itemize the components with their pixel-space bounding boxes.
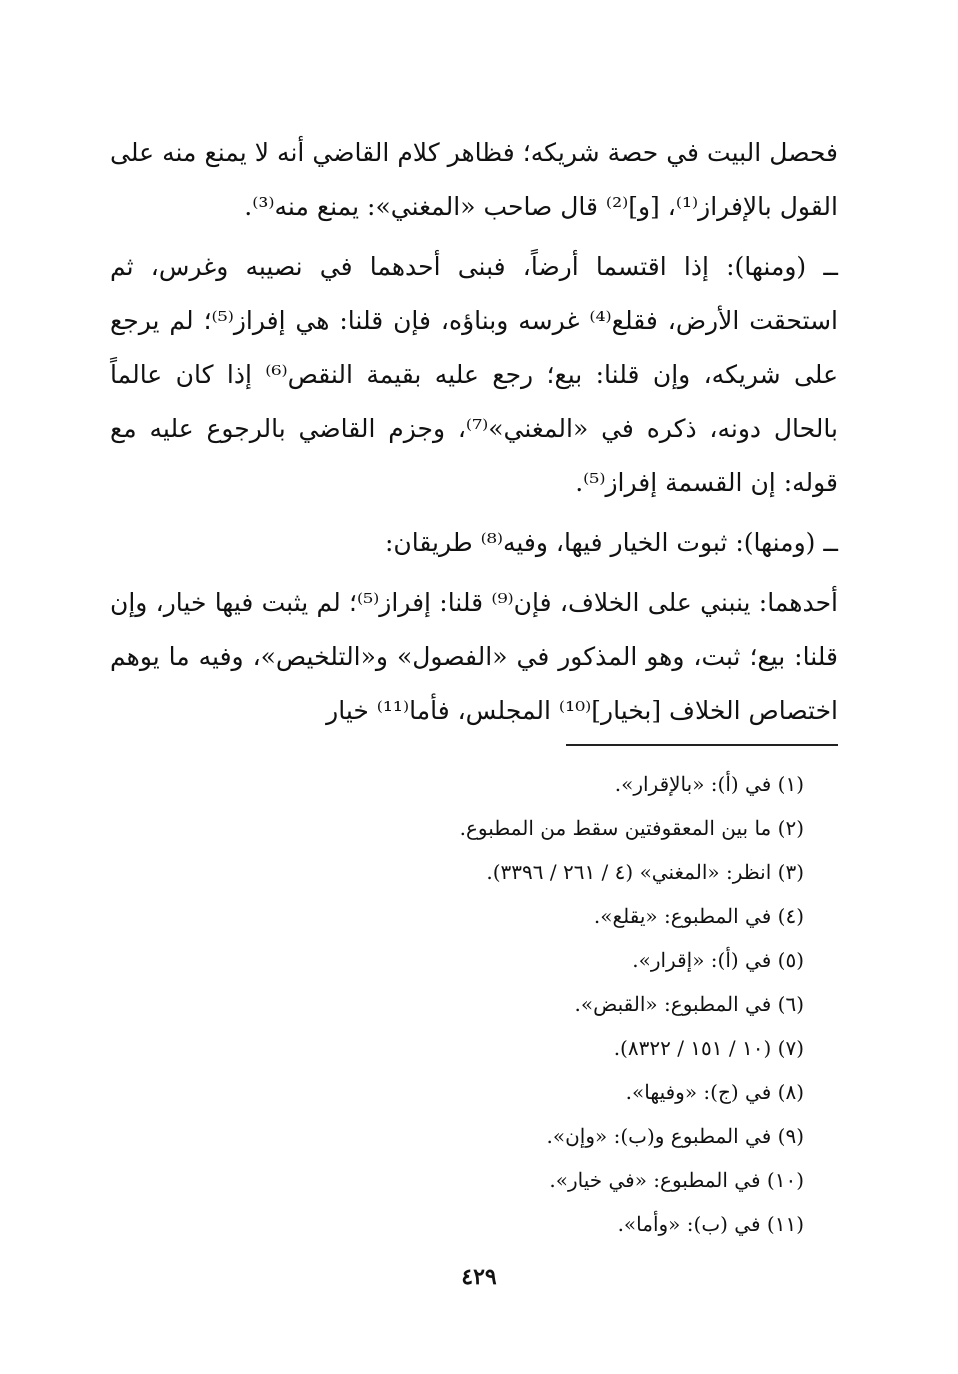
footnote-item: (١١) في (ب): «وأما». [617, 1212, 804, 1236]
footnote-item: (٨) في (ج): «وفيها». [625, 1080, 804, 1104]
footnotes-list [200, 762, 804, 1246]
footnote-item: (٥) في (أ): «إقرار». [632, 948, 804, 972]
footnote-item: (٧) (١٠ / ١٥١ / ٨٣٢٢). [613, 1036, 804, 1060]
paragraph-4: أحدهما: ينبني على الخلاف، فإن⁽⁹⁾ قلنا: إفراز⁽⁵⁾؛ لم يثبت فيها خيار، وإن قلنا: بيع؛ ثبت، وهو المذكور في «الفصول» و«التلخيص»، وفيه ما يوهم اختصاص الخلاف [بخيار]⁽¹⁰⁾ المجلس، فأما⁽¹¹⁾ خيار [110, 588, 838, 725]
page-number: ٤٢٩ [461, 1264, 497, 1290]
footnote-separator [566, 744, 838, 746]
footnote-item: (٩) في المطبوع و(ب): «وإن». [546, 1124, 804, 1148]
footnote-item: (١٠) في المطبوع: «في خيار». [549, 1168, 804, 1192]
paragraph-1: فحصل البيت في حصة شريكه؛ فظاهر كلام القاضي أنه لا يمنع منه على القول بالإفراز⁽¹⁾، [و]⁽²⁾ قال صاحب «المغني»: يمنع منه⁽³⁾. [110, 138, 838, 221]
paragraph-3: ــ (ومنها): ثبوت الخيار فيها، وفيه⁽⁸⁾ طريقان: [385, 528, 838, 557]
main-text-block [110, 126, 838, 738]
footnote-item: (٢) ما بين المعقوفتين سقط من المطبوع. [459, 816, 804, 840]
footnote-item: (٤) في المطبوع: «يقلع». [593, 904, 804, 928]
footnote-item: (١) في (أ): «بالإقرار». [614, 772, 804, 796]
footnote-item: (٦) في المطبوع: «القبض». [574, 992, 804, 1016]
footnote-item: (٣) انظر: «المغني» (٤ / ٢٦١ / ٣٣٩٦). [486, 860, 804, 884]
paragraph-2: ــ (ومنها): إذا اقتسما أرضاً، فبنى أحدهما في نصيبه وغرس، ثم استحقت الأرض، فقلع⁽⁴⁾ غرسه وبناؤه، فإن قلنا: هي إفراز⁽⁵⁾؛ لم يرجع على شريكه، وإن قلنا: بيع؛ رجع عليه بقيمة النقص⁽⁶⁾ إذا كان عالماً بالحال دونه، ذكره في «المغني»⁽⁷⁾، وجزم القاضي بالرجوع عليه مع قوله: إن القسمة إفراز⁽⁵⁾. [110, 252, 838, 497]
